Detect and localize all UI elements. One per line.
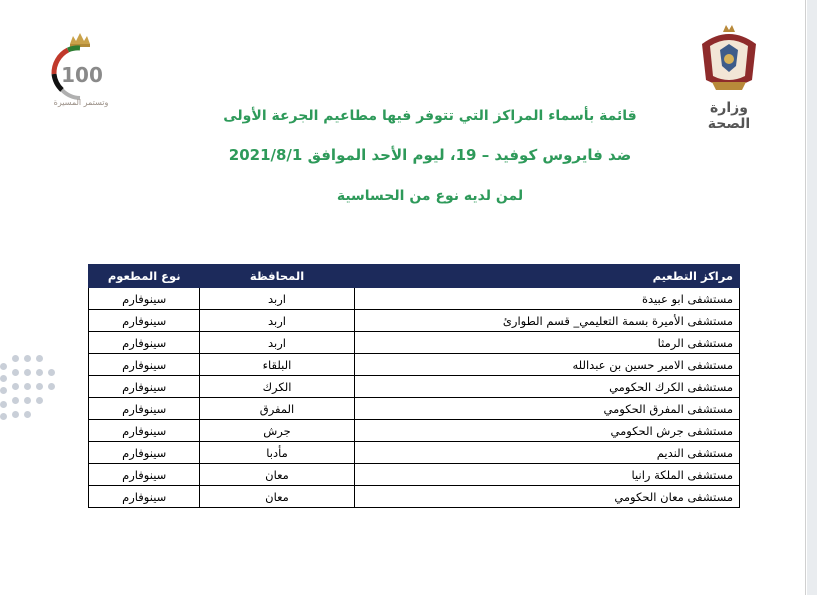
governorate-cell: معان bbox=[200, 486, 354, 508]
governorate-cell: المفرق bbox=[200, 398, 354, 420]
centennial-emblem-icon bbox=[40, 30, 120, 100]
header-governorate: المحافظة bbox=[200, 265, 354, 288]
vaccine-cell: سينوفارم bbox=[89, 354, 200, 376]
vaccine-cell: سينوفارم bbox=[89, 288, 200, 310]
governorate-cell: اربد bbox=[200, 310, 354, 332]
governorate-cell: اربد bbox=[200, 332, 354, 354]
header-centers: مراكز التطعيم bbox=[354, 265, 739, 288]
vaccine-cell: سينوفارم bbox=[89, 310, 200, 332]
center-cell: مستشفى ابو عبيدة bbox=[354, 288, 739, 310]
vaccine-cell: سينوفارم bbox=[89, 486, 200, 508]
governorate-cell: معان bbox=[200, 464, 354, 486]
header-vaccine-type: نوع المطعوم bbox=[89, 265, 200, 288]
governorate-cell: مأدبا bbox=[200, 442, 354, 464]
table-header-row bbox=[89, 265, 740, 288]
table-row bbox=[89, 398, 740, 420]
table-row bbox=[89, 486, 740, 508]
center-cell: مستشفى الملكة رانيا bbox=[354, 464, 739, 486]
window-edge bbox=[807, 0, 817, 595]
vaccine-cell: سينوفارم bbox=[89, 420, 200, 442]
center-cell: مستشفى جرش الحكومي bbox=[354, 420, 739, 442]
table-row bbox=[89, 310, 740, 332]
center-cell: مستشفى النديم bbox=[354, 442, 739, 464]
table-row bbox=[89, 464, 740, 486]
vaccine-cell: سينوفارم bbox=[89, 332, 200, 354]
table-row bbox=[89, 420, 740, 442]
center-cell: مستشفى الامير حسين بن عبدالله bbox=[354, 354, 739, 376]
vaccination-centers-table bbox=[88, 264, 740, 508]
table-row bbox=[89, 376, 740, 398]
vaccine-cell: سينوفارم bbox=[89, 442, 200, 464]
governorate-cell: اربد bbox=[200, 288, 354, 310]
document-subtitle-allergy: لمن لديه نوع من الحساسية bbox=[336, 188, 524, 204]
vaccine-cell: سينوفارم bbox=[89, 398, 200, 420]
table-row bbox=[89, 442, 740, 464]
coat-of-arms-icon bbox=[690, 22, 768, 98]
svg-text:100: 100 bbox=[61, 63, 103, 87]
decorative-dots bbox=[0, 355, 62, 430]
table-row bbox=[89, 288, 740, 310]
document-subtitle-date: ضد فايروس كوفيد – 19، ليوم الأحد الموافق 2021/8/1 bbox=[228, 146, 632, 164]
vaccine-cell: سينوفارم bbox=[89, 464, 200, 486]
table-row bbox=[89, 332, 740, 354]
center-cell: مستشفى الأميرة بسمة التعليمي_ قسم الطوارئ bbox=[354, 310, 739, 332]
center-cell: مستشفى معان الحكومي bbox=[354, 486, 739, 508]
governorate-cell: الكرك bbox=[200, 376, 354, 398]
ministry-name: وزارة الصحة bbox=[707, 100, 751, 132]
centennial-tagline: وتستمر المسيرة bbox=[53, 98, 109, 107]
center-cell: مستشفى الرمثا bbox=[354, 332, 739, 354]
vaccine-cell: سينوفارم bbox=[89, 376, 200, 398]
center-cell: مستشفى المفرق الحكومي bbox=[354, 398, 739, 420]
governorate-cell: جرش bbox=[200, 420, 354, 442]
table-row bbox=[89, 354, 740, 376]
ministry-logo bbox=[690, 22, 768, 132]
governorate-cell: البلقاء bbox=[200, 354, 354, 376]
document-title: قائمة بأسماء المراكز التي تتوفر فيها مطاعيم الجرعة الأولى bbox=[223, 108, 637, 124]
centennial-logo bbox=[40, 30, 120, 114]
center-cell: مستشفى الكرك الحكومي bbox=[354, 376, 739, 398]
